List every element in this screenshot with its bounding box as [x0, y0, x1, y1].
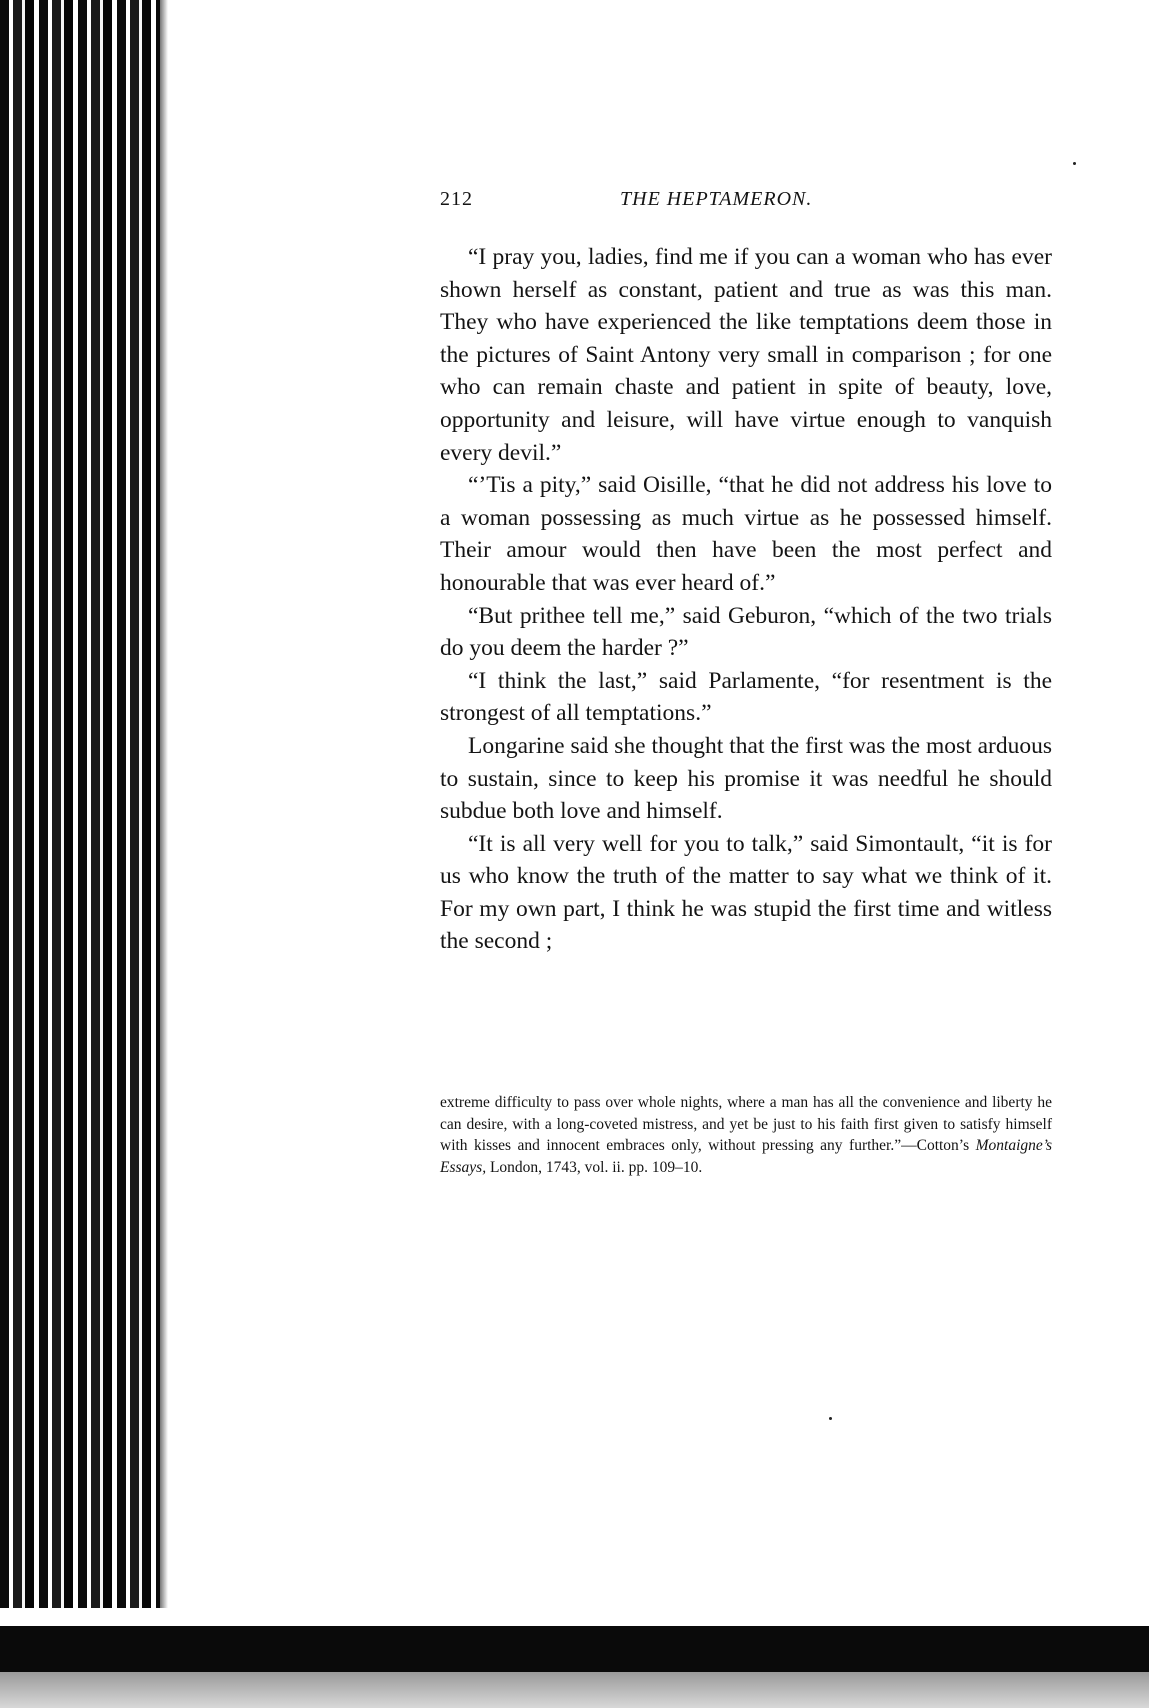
scanned-page-bottom-edge [0, 1608, 1149, 1708]
footnote-book-title: Montaigne’s Essays, [440, 1137, 1052, 1176]
footnote-text: extreme difficulty to pass over whole nights, where a man has all the convenience and liberty he can desire, with a long-coveted mistress, and yet be just to his faith first given to satisfy himself with kisses and innocent embraces only, without pressing any further.”—Cotton’s [440, 1094, 1052, 1154]
page-number: 212 [440, 188, 473, 210]
footnote [440, 1092, 1052, 1178]
scanned-book-edge [0, 0, 160, 1708]
footnote-paragraph [440, 1092, 1052, 1178]
paragraph: Longarine said she thought that the first was the most arduous to sustain, since to keep his promise it was needful he should subdue both love and himself. [440, 732, 1052, 825]
paragraph: “But prithee tell me,” said Geburon, “which of the two trials do you deem the harder ?” [440, 602, 1052, 662]
scan-speck [829, 1417, 832, 1420]
running-title: THE HEPTAMERON. [620, 188, 813, 210]
scan-speck [1073, 162, 1076, 165]
paragraph: “I think the last,” said Parlamente, “for resentment is the strongest of all temptations.” [440, 667, 1052, 727]
paragraph: “’Tis a pity,” said Oisille, “that he did not address his love to a woman possessing as much virtue as he possessed himself. Their amour would then have been the most perfect and honourable that was ever heard of.” [440, 472, 1052, 596]
paragraph: “It is all very well for you to talk,” said Simontault, “it is for us who know the truth of the matter to say what we think of it. For my own part, I think he was stupid the first time and witless the second ; [440, 830, 1052, 955]
page-header [440, 188, 1052, 218]
footnote-citation: London, 1743, vol. ii. pp. 109–10. [486, 1158, 703, 1176]
main-text [440, 241, 1052, 958]
paragraph: “I pray you, ladies, find me if you can a woman who has ever shown herself as constant, patient and true as was this man. They who have experienced the like temptations deem those in the pictures of Saint Antony very small in comparison ; for one who can remain chaste and patient in spite of beauty, love, opportunity and leisure, will have virtue enough to vanquish every devil.” [440, 244, 1052, 466]
